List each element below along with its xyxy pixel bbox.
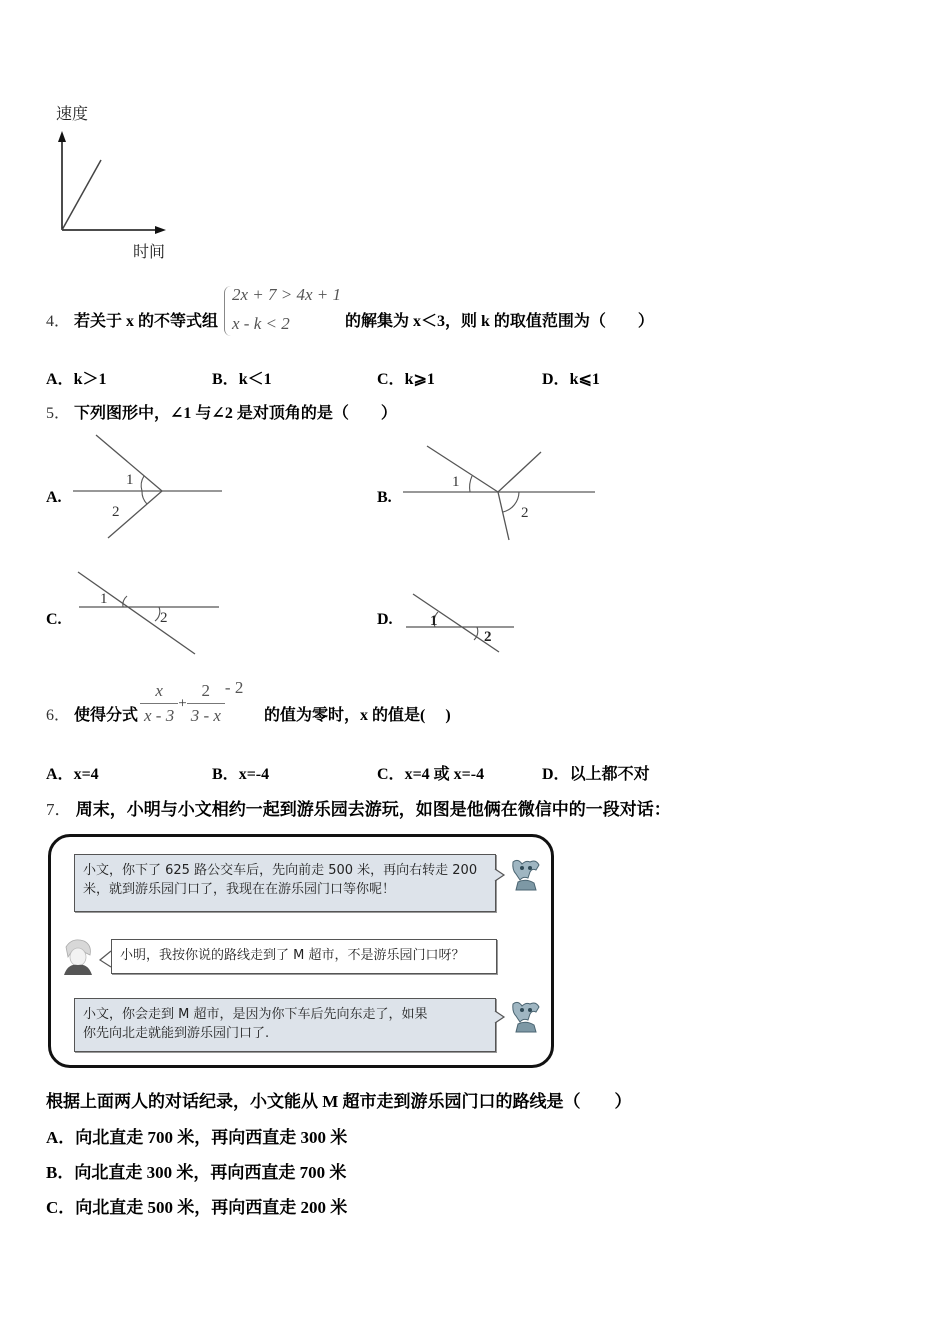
xiaoming-avatar-icon (508, 998, 544, 1036)
question-number: 5． (46, 405, 71, 422)
option-a[interactable]: A．x=4 (46, 766, 99, 783)
figure-c (75, 568, 225, 658)
question-number: 4． (46, 313, 71, 330)
question-7-prompt: 根据上面两人的对话纪录，小文能从 M 超市走到游乐园门口的路线是（ ） (46, 1092, 632, 1111)
figure-a-label[interactable]: A. (46, 489, 62, 506)
svg-text:2: 2 (484, 629, 492, 645)
chat-bubble-1: 小文，你下了 625 路公交车后，先向前走 500 米，再向右转走 200 米，就到游乐园门口了，我现在在游乐园门口等你呢！ (74, 854, 496, 912)
inequality-1: 2x + 7 > 4x + 1 (232, 285, 342, 304)
fraction-expression: $\frac{x}{x - 3}$ + $\frac{2}{3 - x}$ - 2 (140, 681, 243, 726)
speed-time-graph (44, 128, 174, 238)
xiaowen-avatar-icon (60, 937, 96, 975)
question-stem-tail: 的值为零时，x 的值是( ) (264, 707, 451, 724)
question-7 (46, 800, 671, 820)
svg-text:2: 2 (521, 505, 529, 521)
figure-d (400, 590, 520, 656)
svg-text:1: 1 (452, 474, 460, 490)
xiaoming-avatar-icon (508, 856, 544, 894)
option-c[interactable]: C．k⩾1 (377, 371, 435, 388)
chat-bubble-2: 小明，我按你说的路线走到了 M 超市，不是游乐园门口呀？ (111, 939, 497, 974)
question-number: 7． (46, 800, 72, 819)
svg-text:2: 2 (112, 504, 120, 520)
svg-text:1: 1 (126, 472, 134, 488)
option-d[interactable]: D．以上都不对 (542, 766, 650, 783)
svg-text:2: 2 (160, 610, 168, 626)
brace (224, 286, 231, 336)
question-stem: 周末，小明与小文相约一起到游乐园去游玩，如图是他俩在微信中的一段对话： (75, 800, 671, 819)
option-b[interactable]: B．向北直走 300 米，再向西直走 700 米 (46, 1163, 347, 1182)
bubble-tail-right (494, 868, 506, 882)
svg-text:1: 1 (430, 613, 438, 629)
question-stem: 下列图形中，∠1 与∠2 是对顶角的是（ ） (74, 405, 397, 422)
question-4 (46, 312, 218, 332)
bubble-tail-right (494, 1010, 506, 1024)
question-stem: 使得分式 (74, 707, 139, 724)
option-b[interactable]: B．k＜1 (212, 371, 272, 388)
figure-b (400, 440, 600, 545)
chat-bubble-3: 小文，你会走到 M 超市，是因为你下车后先向东走了，如果 你先向北走就能到游乐园门口了. (74, 998, 496, 1052)
option-d[interactable]: D．k⩽1 (542, 371, 600, 388)
svg-text:1: 1 (100, 591, 108, 607)
option-a[interactable]: A．向北直走 700 米，再向西直走 300 米 (46, 1128, 348, 1147)
graph-y-label: 速度 (56, 104, 89, 123)
question-number: 6． (46, 707, 71, 724)
option-c[interactable]: C．x=4 或 x=-4 (377, 766, 485, 783)
question-5 (46, 404, 397, 424)
option-b[interactable]: B．x=-4 (212, 766, 270, 783)
figure-a (70, 432, 230, 544)
figure-c-label[interactable]: C. (46, 611, 62, 628)
option-a[interactable]: A．k＞1 (46, 371, 107, 388)
question-6 (46, 706, 138, 726)
question-stem: 若关于 x 的不等式组 (74, 313, 219, 330)
question-stem-tail: 的解集为 x＜3，则 k 的取值范围为（ ） (345, 313, 654, 330)
graph-x-label: 时间 (133, 242, 166, 261)
figure-d-label[interactable]: D. (377, 611, 393, 628)
option-c[interactable]: C．向北直走 500 米，再向西直走 200 米 (46, 1198, 348, 1217)
bubble-tail-left (98, 950, 112, 968)
inequality-2: x - k < 2 (232, 314, 290, 333)
figure-b-label[interactable]: B. (377, 489, 392, 506)
